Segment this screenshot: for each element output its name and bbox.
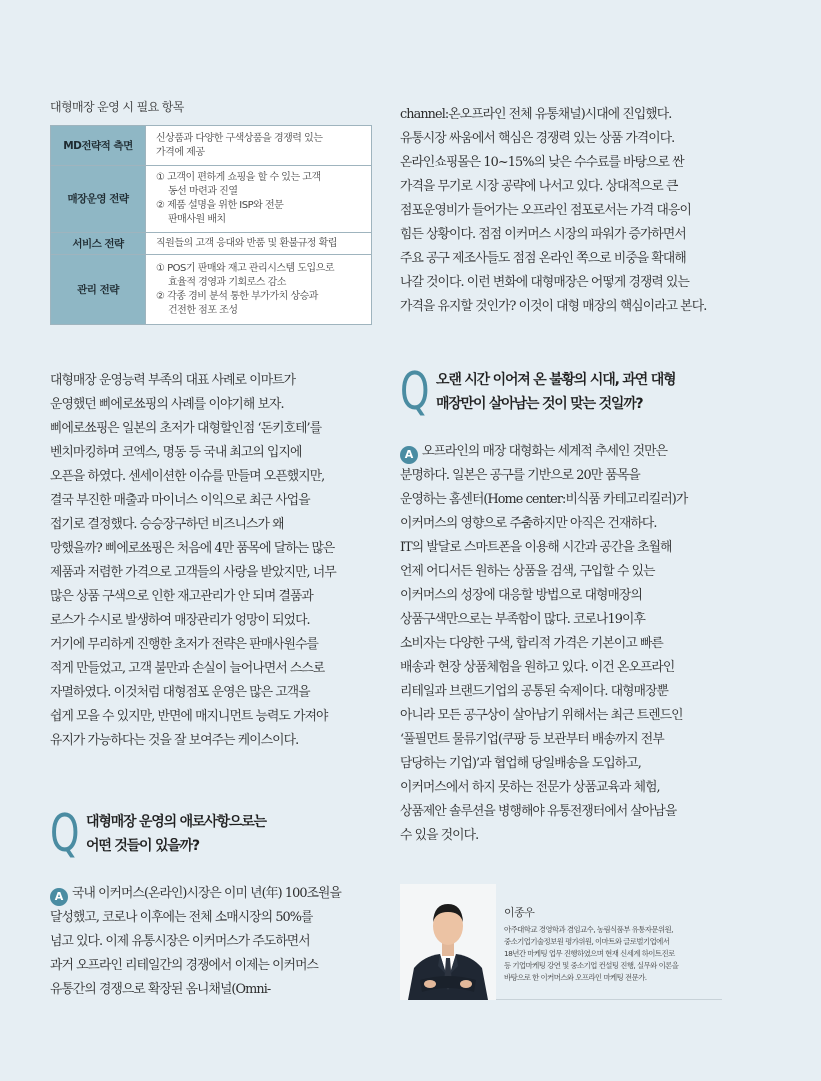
- cell-line: 건전한 점포 조성: [168, 304, 238, 316]
- bio-line: 등 기업마케팅 강연 및 중소기업 컨설팅 진행, 실무와 이론을: [504, 961, 679, 970]
- text-line: 상품제안 솔루션을 병행해야 유통전쟁터에서 살아남을: [400, 804, 677, 819]
- text-line: 이커머스의 성장에 대응할 방법으로 대형매장의: [400, 588, 642, 603]
- question-line: 오랜 시간 이어져 온 불황의 시대, 과연 대형: [436, 372, 676, 388]
- question-line: 대형매장 운영의 애로사항으로는: [86, 814, 266, 830]
- left-paragraph-1: [50, 369, 336, 753]
- cell-line: ② 각종 경비 분석 통한 부가가치 상승과: [156, 290, 318, 302]
- cell-line: 동선 마련과 진열: [168, 186, 238, 197]
- text-line: 많은 상품 구색으로 인한 재고관리가 안 되며 결품과: [50, 589, 313, 604]
- text-line: 벤치마킹하며 코엑스, 명동 등 국내 최고의 입지에: [50, 445, 302, 460]
- text-line: 가격을 무기로 시장 공략에 나서고 있다. 상대적으로 큰: [400, 179, 678, 194]
- right-paragraph-1: [400, 103, 706, 319]
- text-segment: 오프라인의 매장 대형화는 세계적 추세인 것만은: [422, 444, 668, 459]
- text-line: 수 있을 것이다.: [400, 828, 479, 843]
- requirements-table: [50, 125, 372, 325]
- text-line: 상품구색만으로는 부족함이 많다. 코로나19이후: [400, 612, 645, 627]
- q-mark-icon: Q: [50, 804, 80, 864]
- text-line: 로스가 수시로 발생하여 매장관리가 엉망이 되었다.: [50, 613, 310, 628]
- row-cell: [146, 255, 372, 325]
- text-line: 자멸하였다. 이것처럼 대형점포 운영은 많은 고객을: [50, 685, 310, 700]
- text-line: 달성했고, 코로나 이후에는 전체 소매시장의 50%를: [50, 910, 313, 925]
- a-badge-icon: A: [400, 446, 418, 464]
- text-line: 운영했던 삐에로쑈핑의 사례를 이야기해 보자.: [50, 397, 284, 412]
- row-head: MD전략적 측면: [51, 126, 146, 166]
- table-row: [51, 166, 372, 233]
- cell-line: ① POS기 판매와 재고 관리시스템 도입으로: [156, 262, 335, 274]
- text-line: 담당하는 기업)’과 협업해 당일배송을 도입하고,: [400, 756, 641, 771]
- cell-line: 판매사원 배치: [168, 214, 226, 225]
- text-line: 쉽게 모을 수 있지만, 반면에 매지니먼트 능력도 가져야: [50, 709, 328, 724]
- text-line: 거기에 무리하게 진행한 초저가 전략은 판매사원수를: [50, 637, 318, 652]
- text-line: [400, 440, 687, 464]
- row-cell: [146, 126, 372, 166]
- text-line: 점포운영비가 들어가는 오프라인 점포로서는 가격 대응이: [400, 203, 691, 218]
- question-2: [400, 362, 676, 422]
- text-line: ‘풀필먼트 물류기업(쿠팡 등 보관부터 배송까지 전부: [400, 732, 664, 747]
- text-line: 대형매장 운영능력 부족의 대표 사례로 이마트가: [50, 373, 296, 388]
- bio-line: 아주대학교 경영학과 겸임교수, 농림식품부 유통자문위원,: [504, 925, 673, 934]
- text-line: 언제 어디서든 원하는 상품을 검색, 구입할 수 있는: [400, 564, 655, 579]
- row-head: 매장운영 전략: [51, 166, 146, 233]
- row-head: 관리 전략: [51, 255, 146, 325]
- table-row: [51, 233, 372, 255]
- row-cell: [146, 233, 372, 255]
- bio-line: 18년간 마케팅 업무 진행하였으며 현재 신세계 하이트진로: [504, 949, 675, 958]
- text-line: 온라인쇼핑몰은 10~15%의 낮은 수수료를 바탕으로 싼: [400, 155, 684, 170]
- text-line: 제품과 저렴한 가격으로 고객들의 사랑을 받았지만, 너무: [50, 565, 336, 580]
- table-title: 대형매장 운영 시 필요 항목: [50, 100, 184, 114]
- author-bio: [504, 924, 722, 984]
- text-line: 배송과 현장 상품체험을 원하고 있다. 이건 온오프라인: [400, 660, 675, 675]
- text-line: 힘든 상황이다. 점점 이커머스 시장의 파워가 증가하면서: [400, 227, 686, 242]
- text-line: 유지가 가능하다는 것을 잘 보여주는 케이스이다.: [50, 733, 299, 748]
- text-line: 적게 만들었고, 고객 불만과 손실이 늘어나면서 스스로: [50, 661, 325, 676]
- text-line: IT의 발달로 스마트폰을 이용해 시간과 공간을 초월해: [400, 540, 672, 555]
- cell-line: ① 고객이 편하게 쇼핑을 할 수 있는 고객: [156, 172, 321, 183]
- text-line: 운영하는 홈센터(Home center:비식품 카테고리킬러)가: [400, 492, 688, 507]
- question-1: [50, 804, 266, 864]
- text-line: 이커머스에서 하지 못하는 전문가 상품교육과 체험,: [400, 780, 660, 795]
- text-line: 삐에로쑈핑은 일본의 초저가 대형할인점 ‘돈키호테’를: [50, 421, 322, 436]
- text-line: 접기로 결정했다. 승승장구하던 비즈니스가 왜: [50, 517, 284, 532]
- person-portrait-icon: [400, 884, 496, 1000]
- answer-1: [50, 882, 341, 1002]
- text-line: 나갈 것이다. 이런 변화에 대형매장은 어떻게 경쟁력 있는: [400, 275, 689, 290]
- row-cell: [146, 166, 372, 233]
- cell-line: 가격에 제공: [156, 146, 205, 158]
- text-line: 망했을까? 삐에로쑈핑은 처음에 4만 품목에 달하는 많은: [50, 541, 335, 556]
- text-segment: 국내 이커머스(온라인)시장은 이미 년(年) 100조원을: [72, 886, 341, 901]
- text-line: 아니라 모든 공구상이 살아남기 위해서는 최근 트렌드인: [400, 708, 683, 723]
- text-line: 유통시장 싸움에서 핵심은 경쟁력 있는 상품 가격이다.: [400, 131, 675, 146]
- text-line: channel:온오프라인 전체 유통채널)시대에 진입했다.: [400, 107, 672, 122]
- row-head: 서비스 전략: [51, 233, 146, 255]
- cell-line: 신상품과 다양한 구색상품을 경쟁력 있는: [156, 132, 323, 144]
- cell-line: 효율적 경영과 기회로스 감소: [168, 276, 286, 288]
- table-row: [51, 126, 372, 166]
- bio-line: 바탕으로 한 이커머스와 오프라인 마케팅 전문가.: [504, 973, 647, 982]
- a-badge-icon: A: [50, 888, 68, 906]
- text-line: 오픈을 하였다. 센세이션한 이슈를 만들며 오픈했지만,: [50, 469, 325, 484]
- question-text: [86, 810, 266, 858]
- text-line: [50, 882, 341, 906]
- text-line: 유통간의 경쟁으로 확장된 옴니채널(Omni-: [50, 982, 271, 997]
- question-line: 매장만이 살아남는 것이 맞는 것일까?: [436, 396, 643, 412]
- text-line: 주요 공구 제조사들도 점점 온라인 쪽으로 비중을 확대해: [400, 251, 686, 266]
- author-photo: [400, 884, 496, 1000]
- question-text: [436, 368, 675, 416]
- text-line: 이커머스의 영향으로 주춤하지만 아직은 건재하다.: [400, 516, 657, 531]
- text-line: 분명하다. 일본은 공구를 기반으로 20만 품목을: [400, 468, 640, 483]
- text-line: 결국 부진한 매출과 마이너스 이익으로 최근 사업을: [50, 493, 310, 508]
- answer-2: [400, 440, 687, 848]
- text-line: 넘고 있다. 이제 유통시장은 이커머스가 주도하면서: [50, 934, 310, 949]
- text-line: 과거 오프라인 리테일간의 경쟁에서 이제는 이커머스: [50, 958, 318, 973]
- bio-line: 중소기업기술정보원 평가위원, 이마트와 글로벌기업에서: [504, 937, 670, 946]
- question-line: 어떤 것들이 있을까?: [86, 838, 199, 854]
- q-mark-icon: Q: [400, 362, 430, 422]
- author-name: 이종우: [504, 906, 535, 919]
- cell-line: 직원들의 고객 응대와 반품 및 환불규정 확립: [156, 237, 337, 249]
- text-line: 리테일과 브랜드기업의 공통된 숙제이다. 대형매장뿐: [400, 684, 668, 699]
- author-box: [400, 884, 722, 1000]
- table-row: [51, 255, 372, 325]
- requirements-table-section: [50, 98, 372, 325]
- text-line: 소비자는 다양한 구색, 합리적 가격은 기본이고 빠른: [400, 636, 663, 651]
- cell-line: ② 제품 설명을 위한 ISP와 전문: [156, 200, 284, 211]
- text-line: 가격을 유지할 것인가? 이것이 대형 매장의 핵심이라고 본다.: [400, 299, 707, 314]
